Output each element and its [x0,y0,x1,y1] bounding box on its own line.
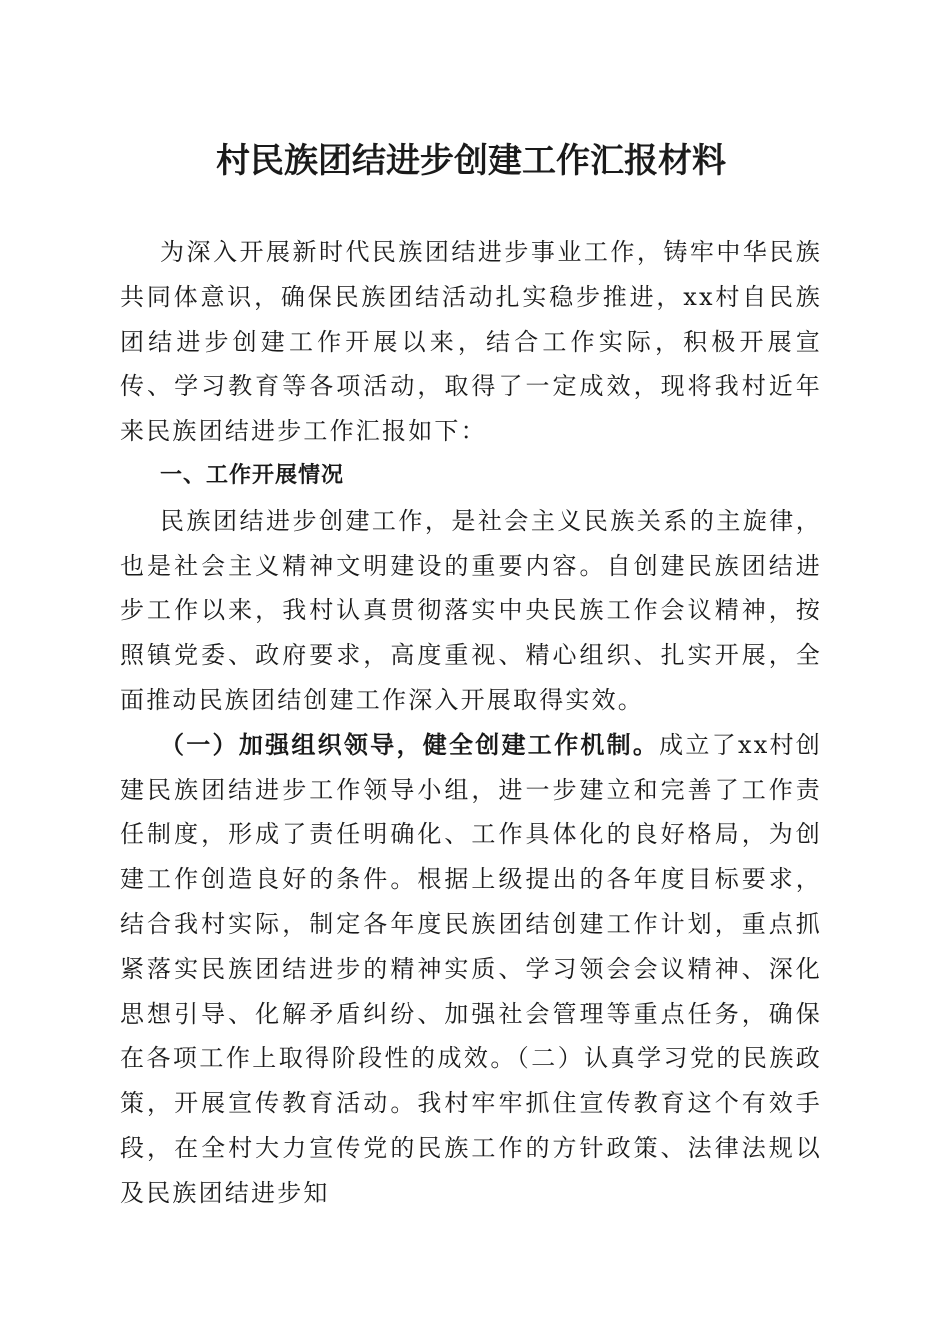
section-heading: 一、工作开展情况 [160,462,345,488]
document-body [120,230,822,1216]
subsection-text: 成立了xx村创建民族团结进步工作领导小组，进一步建立和完善了工作责任制度，形成了责任明确化、工作具体化的良好格局，为创建工作创造良好的条件。根据上级提出的各年度目标要求，结合我村实际，制定各年度民族团结创建工作计划，重点抓紧落实民族团结进步的精神实质、学习领会会议精神、深化思想引导、化解矛盾纠纷、加强社会管理等重点任务，确保在各项工作上取得阶段性的成效。（二）认真学习党的民族政策，开展宣传教育活动。我村牢牢抓住宣传教育这个有效手段，在全村大力宣传党的民族工作的方针政策、法律法规以及民族团结进步知 [120,730,822,1207]
intro-paragraph: 为深入开展新时代民族团结进步事业工作，铸牢中华民族共同体意识，确保民族团结活动扎实稳步推进，xx村自民族团结进步创建工作开展以来，结合工作实际，积极开展宣传、学习教育等各项活动，取得了一定成效，现将我村近年来民族团结进步工作汇报如下： [120,238,822,446]
subsection-paragraph [120,723,822,1216]
document-title: 村民族团结进步创建工作汇报材料 [216,141,726,181]
subsection-heading: （一）加强组织领导，健全创建工作机制。 [160,729,660,759]
section-paragraph: 民族团结进步创建工作，是社会主义民族关系的主旋律，也是社会主义精神文明建设的重要内容。自创建民族团结进步工作以来，我村认真贯彻落实中央民族工作会议精神，按照镇党委、政府要求，高度重视、精心组织、扎实开展，全面推动民族团结创建工作深入开展取得实效。 [120,506,822,714]
